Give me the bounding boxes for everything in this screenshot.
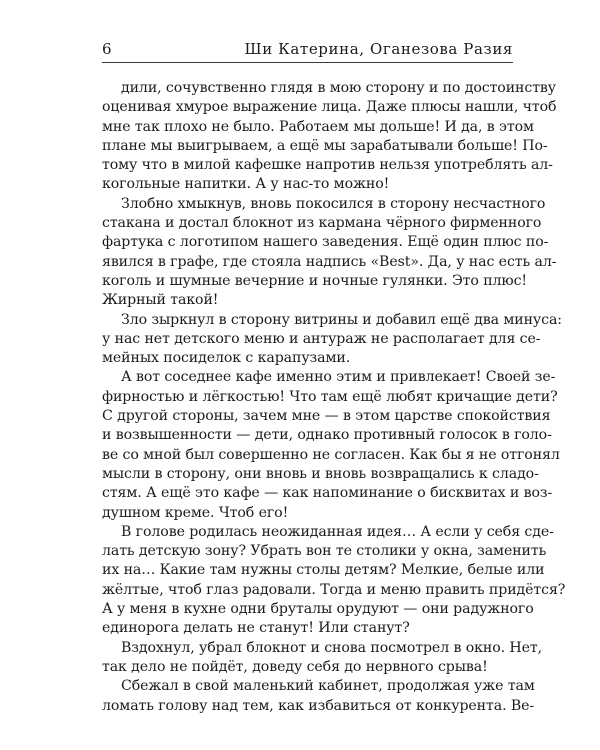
text-line: Зло зыркнул в сторону витрины и добавил ещё два минуса:	[121, 311, 562, 328]
text-line: плане мы выигрываем, а ещё мы зарабатывали больше! По-	[102, 137, 548, 154]
text-line: стакана и достал блокнот из кармана чёрного фирменного	[102, 215, 542, 232]
text-line: мысли в сторону, они вновь и вновь возвращались к сладо-	[102, 465, 539, 482]
text-line: А вот соседнее кафе именно этим и привлекает! Своей зе-	[121, 369, 556, 386]
text-line: лать детскую зону? Убрать вон те столики у окна, заменить	[102, 543, 547, 560]
text-line: оценивая хмурое выражение лица. Даже плюсы нашли, чтоб	[102, 99, 557, 116]
paragraph	[102, 195, 557, 311]
text-line: фирностью и лёгкостью! Что там ещё любят кричащие дети?	[102, 388, 558, 405]
text-line: жёлтые, чтоб глаз радовали. Тогда и меню править придётся?	[102, 581, 566, 598]
text-line: стям. А ещё это кафе — как напоминание о бисквитах и воз-	[102, 485, 553, 502]
text-line: и возвышенности — дети, однако противный голосок в голо-	[102, 427, 552, 444]
text-line: тому что в милой кафешке напротив нельзя употреблять ал-	[102, 157, 553, 174]
text-line: так дело не пойдёт, доведу себя до нервного срыва!	[102, 658, 488, 675]
paragraph	[102, 79, 557, 195]
text-line: Злобно хмыкнув, вновь покосился в сторону несчастного	[121, 195, 546, 212]
text-line: А у меня в кухне одни бруталы орудуют — они радужного	[102, 601, 534, 618]
paragraph	[102, 639, 543, 678]
paragraph	[102, 311, 562, 369]
header-authors: Ши Катерина, Оганезова Разия	[244, 40, 513, 58]
text-line: Вздохнул, убрал блокнот и снова посмотрел в окно. Нет,	[121, 639, 543, 656]
paragraph	[102, 368, 560, 522]
text-line: мейных посиделок с карапузами.	[102, 350, 351, 367]
text-line: их на… Какие там нужны столы детям? Мелкие, белые или	[102, 562, 545, 579]
text-line: единорога делать не станут! Или станут?	[102, 620, 410, 637]
text-line: дили, сочувственно глядя в мою сторону и по достоинству	[121, 80, 556, 96]
text-line: фартука с логотипом нашего заведения. Ещё один плюс по-	[102, 234, 549, 251]
text-line: у нас нет детского меню и антураж не располагает для се-	[102, 330, 541, 347]
text-line: ве со мной был совершенно не согласен. Как бы я не отгонял	[102, 446, 560, 463]
text-line: мне так плохо не было. Работаем мы дольше! И да, в этом	[102, 118, 534, 135]
page-number: 6	[102, 40, 112, 58]
running-header	[102, 40, 513, 63]
text-line: С другой стороны, зачем мне — в этом царстве спокойствия	[102, 408, 551, 425]
text-line: когольные напитки. А у нас-то можно!	[102, 176, 390, 193]
body-text	[102, 79, 566, 716]
text-line: явился в графе, где стояла надпись «Best». Да, у нас есть ал-	[102, 253, 557, 270]
text-line: ломать голову над тем, как избавиться от конкурента. Ве-	[102, 697, 535, 714]
paragraph	[102, 677, 535, 716]
text-line: В голове родилась неожиданная идея… А если у себя сде-	[121, 523, 554, 540]
paragraph	[102, 523, 566, 639]
text-line: коголь и шумные вечерние и ночные гулянки. Это плюс!	[102, 272, 528, 289]
text-line: Жирный такой!	[102, 292, 219, 309]
text-line: душном креме. Чтоб его!	[102, 504, 289, 521]
text-line: Сбежал в свой маленький кабинет, продолжая уже там	[121, 678, 535, 695]
